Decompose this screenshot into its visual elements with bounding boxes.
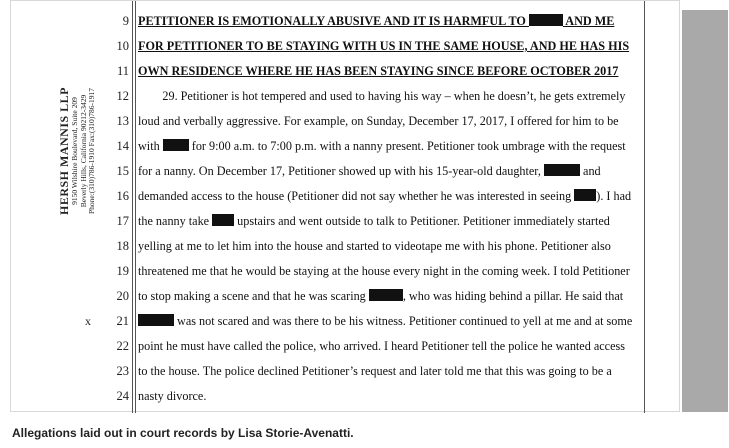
line-24	[11, 384, 681, 409]
text-segment: nasty divorce.	[138, 389, 207, 403]
text-segment: and	[579, 164, 601, 178]
text-segment: OWN RESIDENCE WHERE HE HAS BEEN STAYING SINCE BEFORE OCTOBER 2017	[138, 64, 619, 78]
text-segment: 29. Petitioner is hot tempered and used to having his way – when he doesn’t, he gets extremely	[138, 89, 626, 103]
text-segment: PETITIONER IS EMOTIONALLY ABUSIVE AND IT IS HARMFUL TO	[138, 14, 529, 28]
line-15	[11, 159, 681, 184]
right-gray-panel	[682, 10, 728, 412]
line-14	[11, 134, 681, 159]
redaction-bar	[369, 289, 403, 301]
line-number: 23	[116, 364, 129, 378]
document-page	[10, 0, 680, 412]
line-21	[11, 309, 681, 334]
text-segment: , who was hiding behind a pillar. He said that	[402, 289, 624, 303]
section-heading-text	[138, 59, 641, 84]
line-text	[138, 309, 641, 334]
text-segment: ). I had	[596, 189, 632, 203]
line-19	[11, 259, 681, 284]
redaction-bar	[212, 214, 234, 226]
line-number: 21	[116, 314, 129, 328]
line-text	[138, 184, 641, 209]
line-11	[11, 59, 681, 84]
text-segment: point he must have called the police, who arrived. I heard Petitioner tell the police he wanted access	[138, 339, 625, 353]
line-18	[11, 234, 681, 259]
firm-address-line-1: 9150 Wilshire Boulevard, Suite 209	[70, 97, 79, 205]
section-heading-text	[138, 9, 641, 34]
redaction-bar	[138, 314, 174, 326]
text-segment: AND ME	[562, 14, 615, 28]
text-segment: demanded access to the house (Petitioner did not say whether he was interested in seeing	[138, 189, 575, 203]
firm-address-line-2: Beverly Hills, California 90212-3429	[78, 94, 88, 208]
line-number: 9	[122, 14, 129, 28]
text-segment: yelling at me to let him into the house and started to videotape me with his phone. Petitioner also	[138, 239, 611, 253]
line-number: 18	[116, 239, 129, 253]
line-16	[11, 184, 681, 209]
line-17	[11, 209, 681, 234]
line-9	[11, 9, 681, 34]
line-text	[138, 134, 641, 159]
line-number: 13	[116, 114, 129, 128]
text-segment: was not scared and was there to be his witness. Petitioner continued to yell at me and at some	[174, 314, 633, 328]
line-23	[11, 359, 681, 384]
margin-mark: x	[85, 314, 91, 328]
line-number: 22	[116, 339, 129, 353]
redaction-bar	[574, 189, 596, 201]
line-text	[138, 284, 641, 309]
image-caption: Allegations laid out in court records by Lisa Storie-Avenatti.	[12, 426, 354, 440]
line-number: 20	[116, 289, 129, 303]
text-segment: the nanny take	[138, 214, 213, 228]
firm-name: HERSH MANNIS LLP	[57, 86, 71, 216]
line-text	[138, 259, 641, 284]
line-number: 11	[116, 64, 129, 78]
text-segment: for a nanny. On December 17, Petitioner showed up with his 15-year-old daughter,	[138, 164, 544, 178]
redaction-bar	[529, 14, 563, 26]
line-text	[138, 109, 641, 134]
line-number: 16	[116, 189, 129, 203]
line-number: 15	[116, 164, 129, 178]
text-segment: to stop making a scene and that he was scaring	[138, 289, 369, 303]
line-text	[138, 334, 641, 359]
line-text	[138, 209, 641, 234]
text-segment: FOR PETITIONER TO BE STAYING WITH US IN THE SAME HOUSE, AND HE HAS HIS	[138, 39, 630, 53]
section-heading-text	[138, 34, 641, 59]
text-segment: loud and verbally aggressive. For example, on Sunday, December 17, 2017, I offered for him to be	[138, 114, 619, 128]
text-segment: to the house. The police declined Petitioner’s request and later told me that this was going to be a	[138, 364, 612, 378]
line-text	[138, 384, 641, 409]
line-number: 19	[116, 264, 129, 278]
line-12	[11, 84, 681, 109]
line-22	[11, 334, 681, 359]
line-number: 14	[116, 139, 129, 153]
line-number: 12	[116, 89, 129, 103]
redaction-bar	[544, 164, 580, 176]
line-text	[138, 84, 641, 109]
text-segment: with	[138, 139, 163, 153]
line-text	[138, 359, 641, 384]
line-text	[138, 234, 641, 259]
text-segment: threatened me that he would be staying at the house every night in the coming week. I told Petitioner	[138, 264, 630, 278]
line-number: 24	[116, 389, 129, 403]
line-13	[11, 109, 681, 134]
redaction-bar	[163, 139, 189, 151]
text-segment: for 9:00 a.m. to 7:00 p.m. with a nanny present. Petitioner took umbrage with the request	[188, 139, 626, 153]
line-10	[11, 34, 681, 59]
firm-phone: Phone:(310)786-1910 Fax:(310)786-1917	[87, 87, 96, 215]
line-20	[11, 284, 681, 309]
line-number: 10	[116, 39, 129, 53]
text-segment: upstairs and went outside to talk to Petitioner. Petitioner immediately started	[234, 214, 610, 228]
line-number: 17	[116, 214, 129, 228]
line-text	[138, 159, 641, 184]
